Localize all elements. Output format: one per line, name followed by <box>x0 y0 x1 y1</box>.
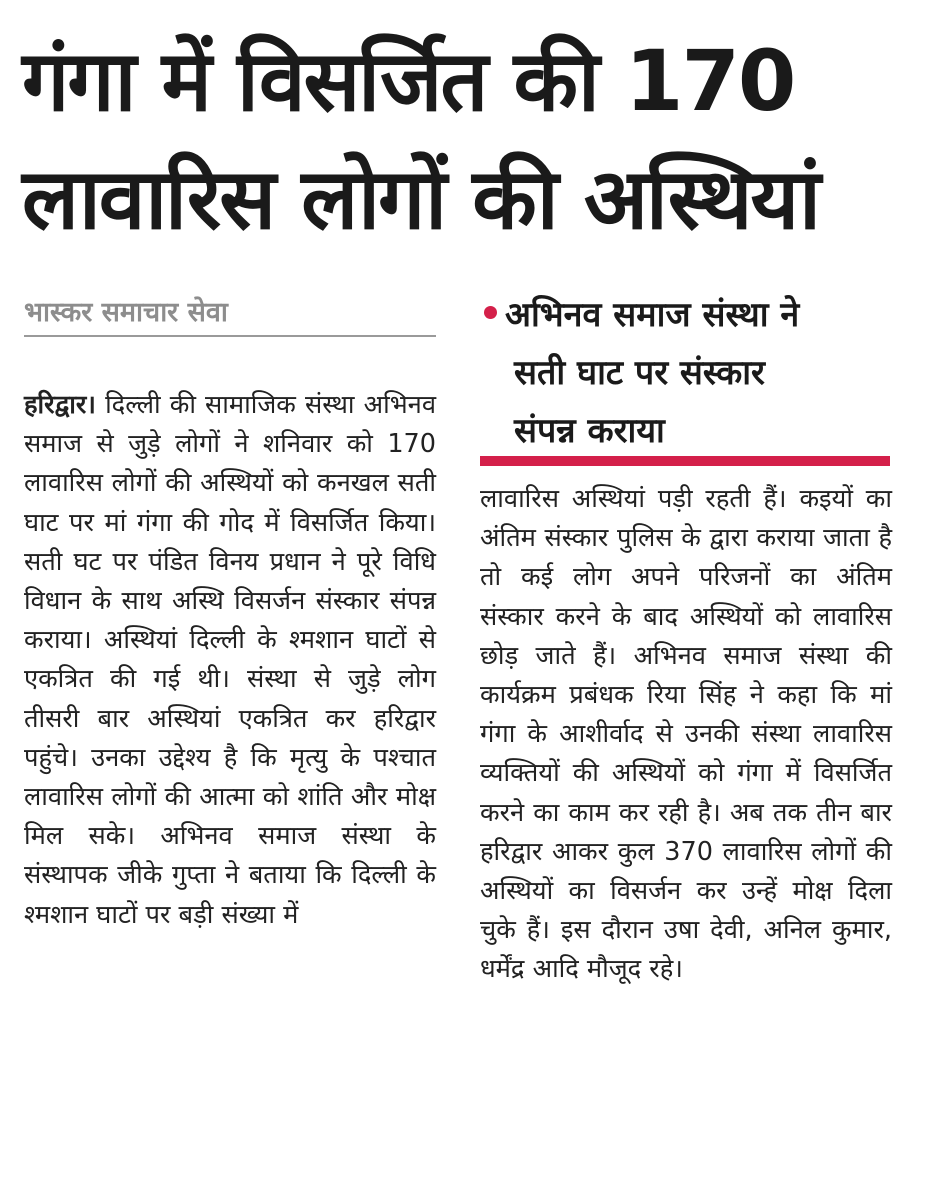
subhead-line-3: संपन्न कराया <box>514 411 665 451</box>
subhead <box>484 286 894 460</box>
dateline: हरिद्वार। <box>24 390 96 420</box>
subhead-line-1: अभिनव समाज संस्था ने <box>484 286 894 344</box>
article-column-left <box>24 386 436 935</box>
subhead-divider <box>480 456 890 466</box>
article-column-right <box>480 480 892 990</box>
subhead-line-2: सती घाट पर संस्कार <box>514 353 765 393</box>
headline <box>22 22 932 258</box>
article-text-left: दिल्ली की सामाजिक संस्था अभिनव समाज से जुड़े लोगों ने शनिवार को 170 लावारिस लोगों की अस्थियों को कनखल सती घाट पर मां गंगा की गोद में विसर्जित किया। सती घट पर पंडित विनय प्रधान ने पूरे विधि विधान के साथ अस्थि विसर्जन संस्कार संपन्न कराया। अस्थियां दिल्ली के श्मशान घाटों से एकत्रित की गई थी। संस्था से जुड़े लोग तीसरी बार अस्थियां एकत्रित कर हरिद्वार पहुंचे। उनका उद्देश्य है कि मृत्यु के पश्चात लावारिस लोगों की आत्मा को शांति और मोक्ष मिल सके। अभिनव समाज संस्था के संस्थापक जीके गुप्ता ने बताया कि दिल्ली के श्मशान घाटों पर बड़ी संख्या में <box>24 390 436 930</box>
article-text-right: लावारिस अस्थियां पड़ी रहती हैं। कइयों का अंतिम संस्कार पुलिस के द्वारा कराया जाता है तो कई लोग अपने परिजनों का अंतिम संस्कार करने के बाद अस्थियों को लावारिस छोड़ जाते हैं। अभिनव समाज संस्था की कार्यक्रम प्रबंधक रिया सिंह ने कहा कि मां गंगा के आशीर्वाद से उनकी संस्था लावारिस व्यक्तियों की अस्थियों को गंगा में विसर्जित करने का काम कर रही है। अब तक तीन बार हरिद्वार आकर कुल 370 लावारिस लोगों की अस्थियों का विसर्जन कर उन्हें मोक्ष दिला चुके हैं। इस दौरान उषा देवी, अनिल कुमार, धर्मेंद्र आदि मौजूद रहे। <box>480 484 892 985</box>
bullet-dot-icon <box>484 306 497 319</box>
headline-line-1: गंगा में विसर्जित की 170 <box>22 32 795 130</box>
byline: भास्कर समाचार सेवा <box>24 292 436 337</box>
headline-line-2: लावारिस लोगों की अस्थियां <box>22 150 819 248</box>
